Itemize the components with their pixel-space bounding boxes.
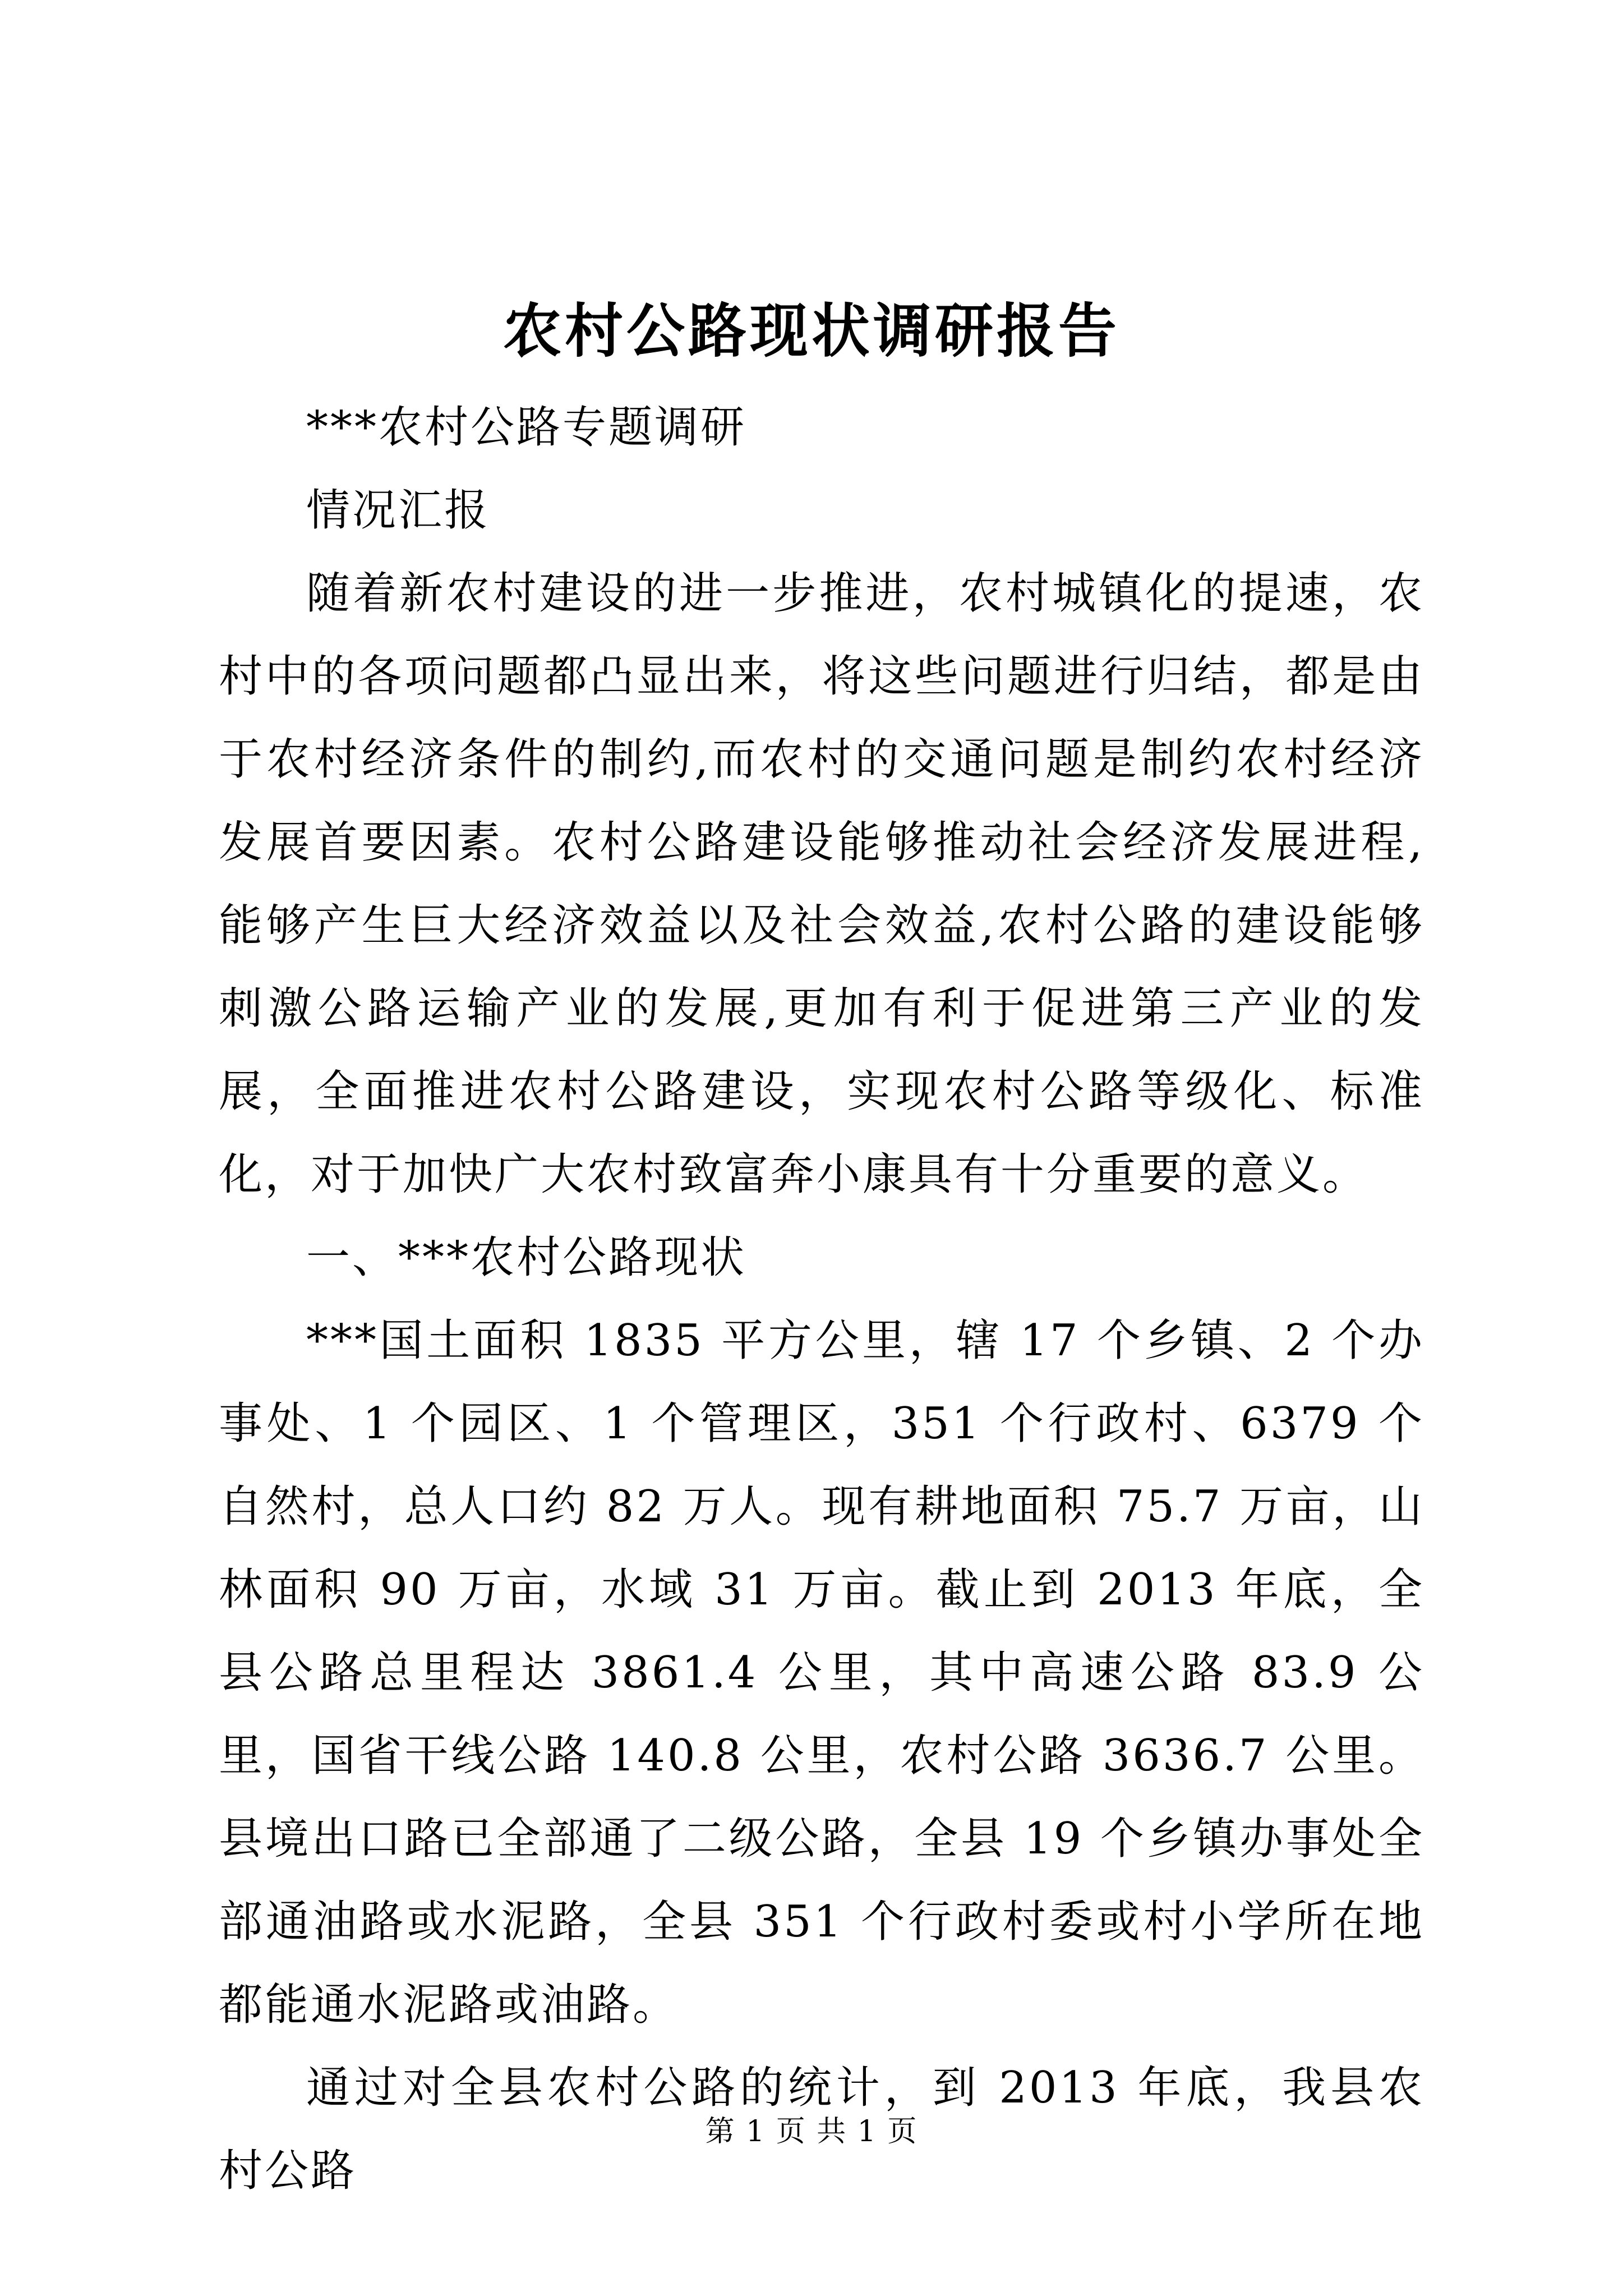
section-heading: 一、***农村公路现状	[306, 1232, 747, 1283]
paragraph-status: ***国土面积 1835 平方公里，辖 17 个乡镇、2 个办事处、1 个园区、1 个管理区，351 个行政村、6379 个自然村，总人口约 82 万人。现有耕地面积 75.7 万亩，山林面积 90 万亩，水域 31 万亩。截止到 2013 年底，全县公路总里程达 3861.4 公里，其中高速公路 83.9 公里，国省干线公路 140.8 公里，农村公路 3636.7 公里。县境出口路已全部通了二级公路，全县 19 个乡镇办事处全部通油路或水泥路，全县 351 个行政村委或村小学所在地都能通水泥路或油路。	[219, 1315, 1424, 2030]
document-title: 农村公路现状调研报告	[502, 296, 1120, 365]
paragraph-subtitle: ***农村公路专题调研	[306, 402, 747, 453]
paragraph-subtitle-2: 情况汇报	[306, 485, 491, 536]
page-footer: 第 1 页 共 1 页	[705, 2115, 918, 2148]
paragraph-statistics: 通过对全县农村公路的统计，到 2013 年底，我县农村公路	[219, 2063, 1424, 2196]
paragraph-intro: 随着新农村建设的进一步推进，农村城镇化的提速，农村中的各项问题都凸显出来，将这些问题进行归结，都是由于农村经济条件的制约,而农村的交通问题是制约农村经济发展首要因素。农村公路建设能够推动社会经济发展进程,能够产生巨大经济效益以及社会效益,农村公路的建设能够刺激公路运输产业的发展,更加有利于促进第三产业的发展，全面推进农村公路建设，实现农村公路等级化、标准化，对于加快广大农村致富奔小康具有十分重要的意义。	[219, 568, 1424, 1200]
document-body	[219, 386, 1424, 2212]
